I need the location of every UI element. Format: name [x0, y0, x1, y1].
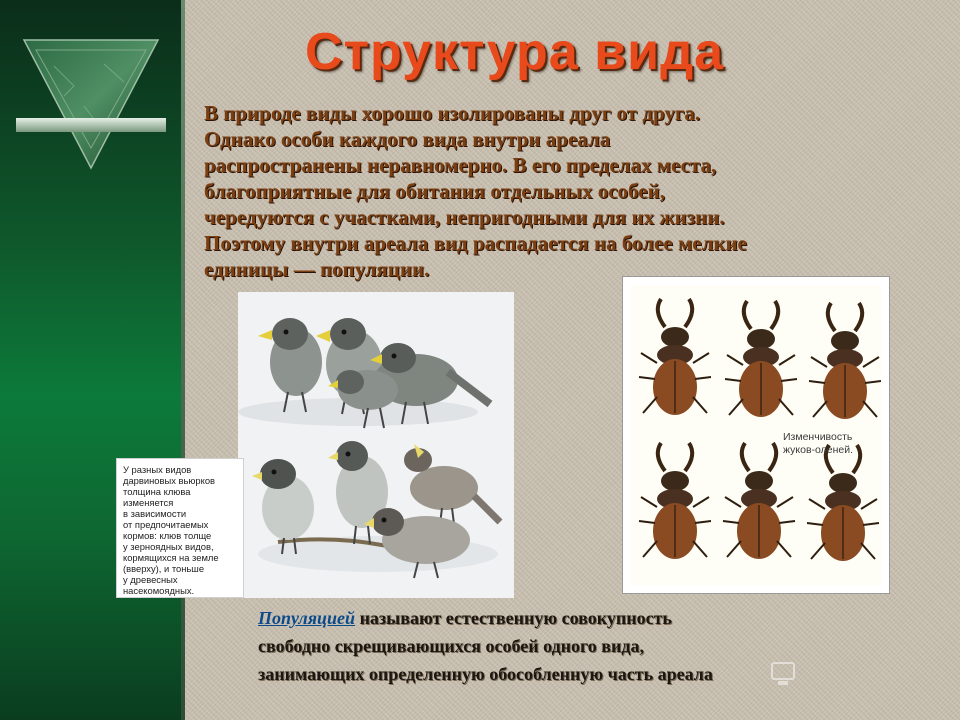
caption-line: изменяется [123, 497, 174, 508]
triangle-logo-icon [14, 36, 168, 172]
watermark-icon [766, 655, 926, 695]
definition-line-1 [258, 604, 878, 632]
caption-line: жуков-оленей. [783, 444, 854, 456]
finches-caption [116, 458, 244, 598]
main-text-line: чередуются с участками, непригодными для их жизни. [204, 205, 725, 229]
caption-line: толщина клюва [123, 486, 191, 497]
main-text-line: распространены неравномерно. В его пределах места, [204, 153, 717, 177]
main-paragraph [204, 100, 904, 282]
caption-line: У разных видов [123, 464, 192, 475]
caption-line: от предпочитаемых [123, 519, 209, 530]
finch-icon [258, 318, 322, 412]
caption-line: дарвиновых вьюрков [123, 475, 216, 486]
stag-beetle-icon [639, 443, 711, 559]
slide-title: Структура вида [305, 23, 725, 81]
finch-icon [404, 444, 500, 524]
caption-line: кормов: клюв толще [123, 530, 212, 541]
finches-illustration [238, 292, 514, 598]
caption-line: в зависимости [123, 508, 187, 519]
stag-beetle-icon [723, 443, 795, 559]
caption-line: Изменчивость [783, 431, 853, 443]
main-text-line: Поэтому внутри ареала вид распадается на более мелкие [204, 231, 747, 255]
stag-beetle-icon [809, 303, 881, 419]
beetles-canvas [631, 285, 881, 585]
main-text-line: В природе виды хорошо изолированы друг от друга. [204, 101, 701, 125]
band-edge [181, 0, 185, 720]
caption-line: кормящихся на земле [123, 552, 219, 563]
beetles-illustration [622, 276, 890, 594]
definition-term: Популяцией [258, 608, 356, 628]
caption-line: насекомоядных. [123, 585, 195, 596]
main-text-line: благоприятные для обитания отдельных особей, [204, 179, 665, 203]
caption-line: у зерноядных видов, [123, 541, 214, 552]
stag-beetle-icon [639, 299, 711, 415]
caption-line: (вверху), и тоньше [123, 563, 205, 574]
caption-line: у древесных [123, 574, 178, 585]
stag-beetle-icon [725, 301, 797, 417]
definition-line-3: занимающих определенную обособленную часть ареала [258, 664, 713, 684]
beetles-caption [783, 431, 879, 457]
finches-drawing [238, 292, 514, 598]
main-text-line: Однако особи каждого вида внутри ареала [204, 127, 611, 151]
definition-line-2: свободно скрещивающихся особей одного вида, [258, 636, 644, 656]
main-text-line: единицы — популяции. [204, 257, 430, 281]
stag-beetle-icon [807, 445, 879, 561]
definition-line-1-rest: называют естественную совокупность [355, 608, 672, 628]
